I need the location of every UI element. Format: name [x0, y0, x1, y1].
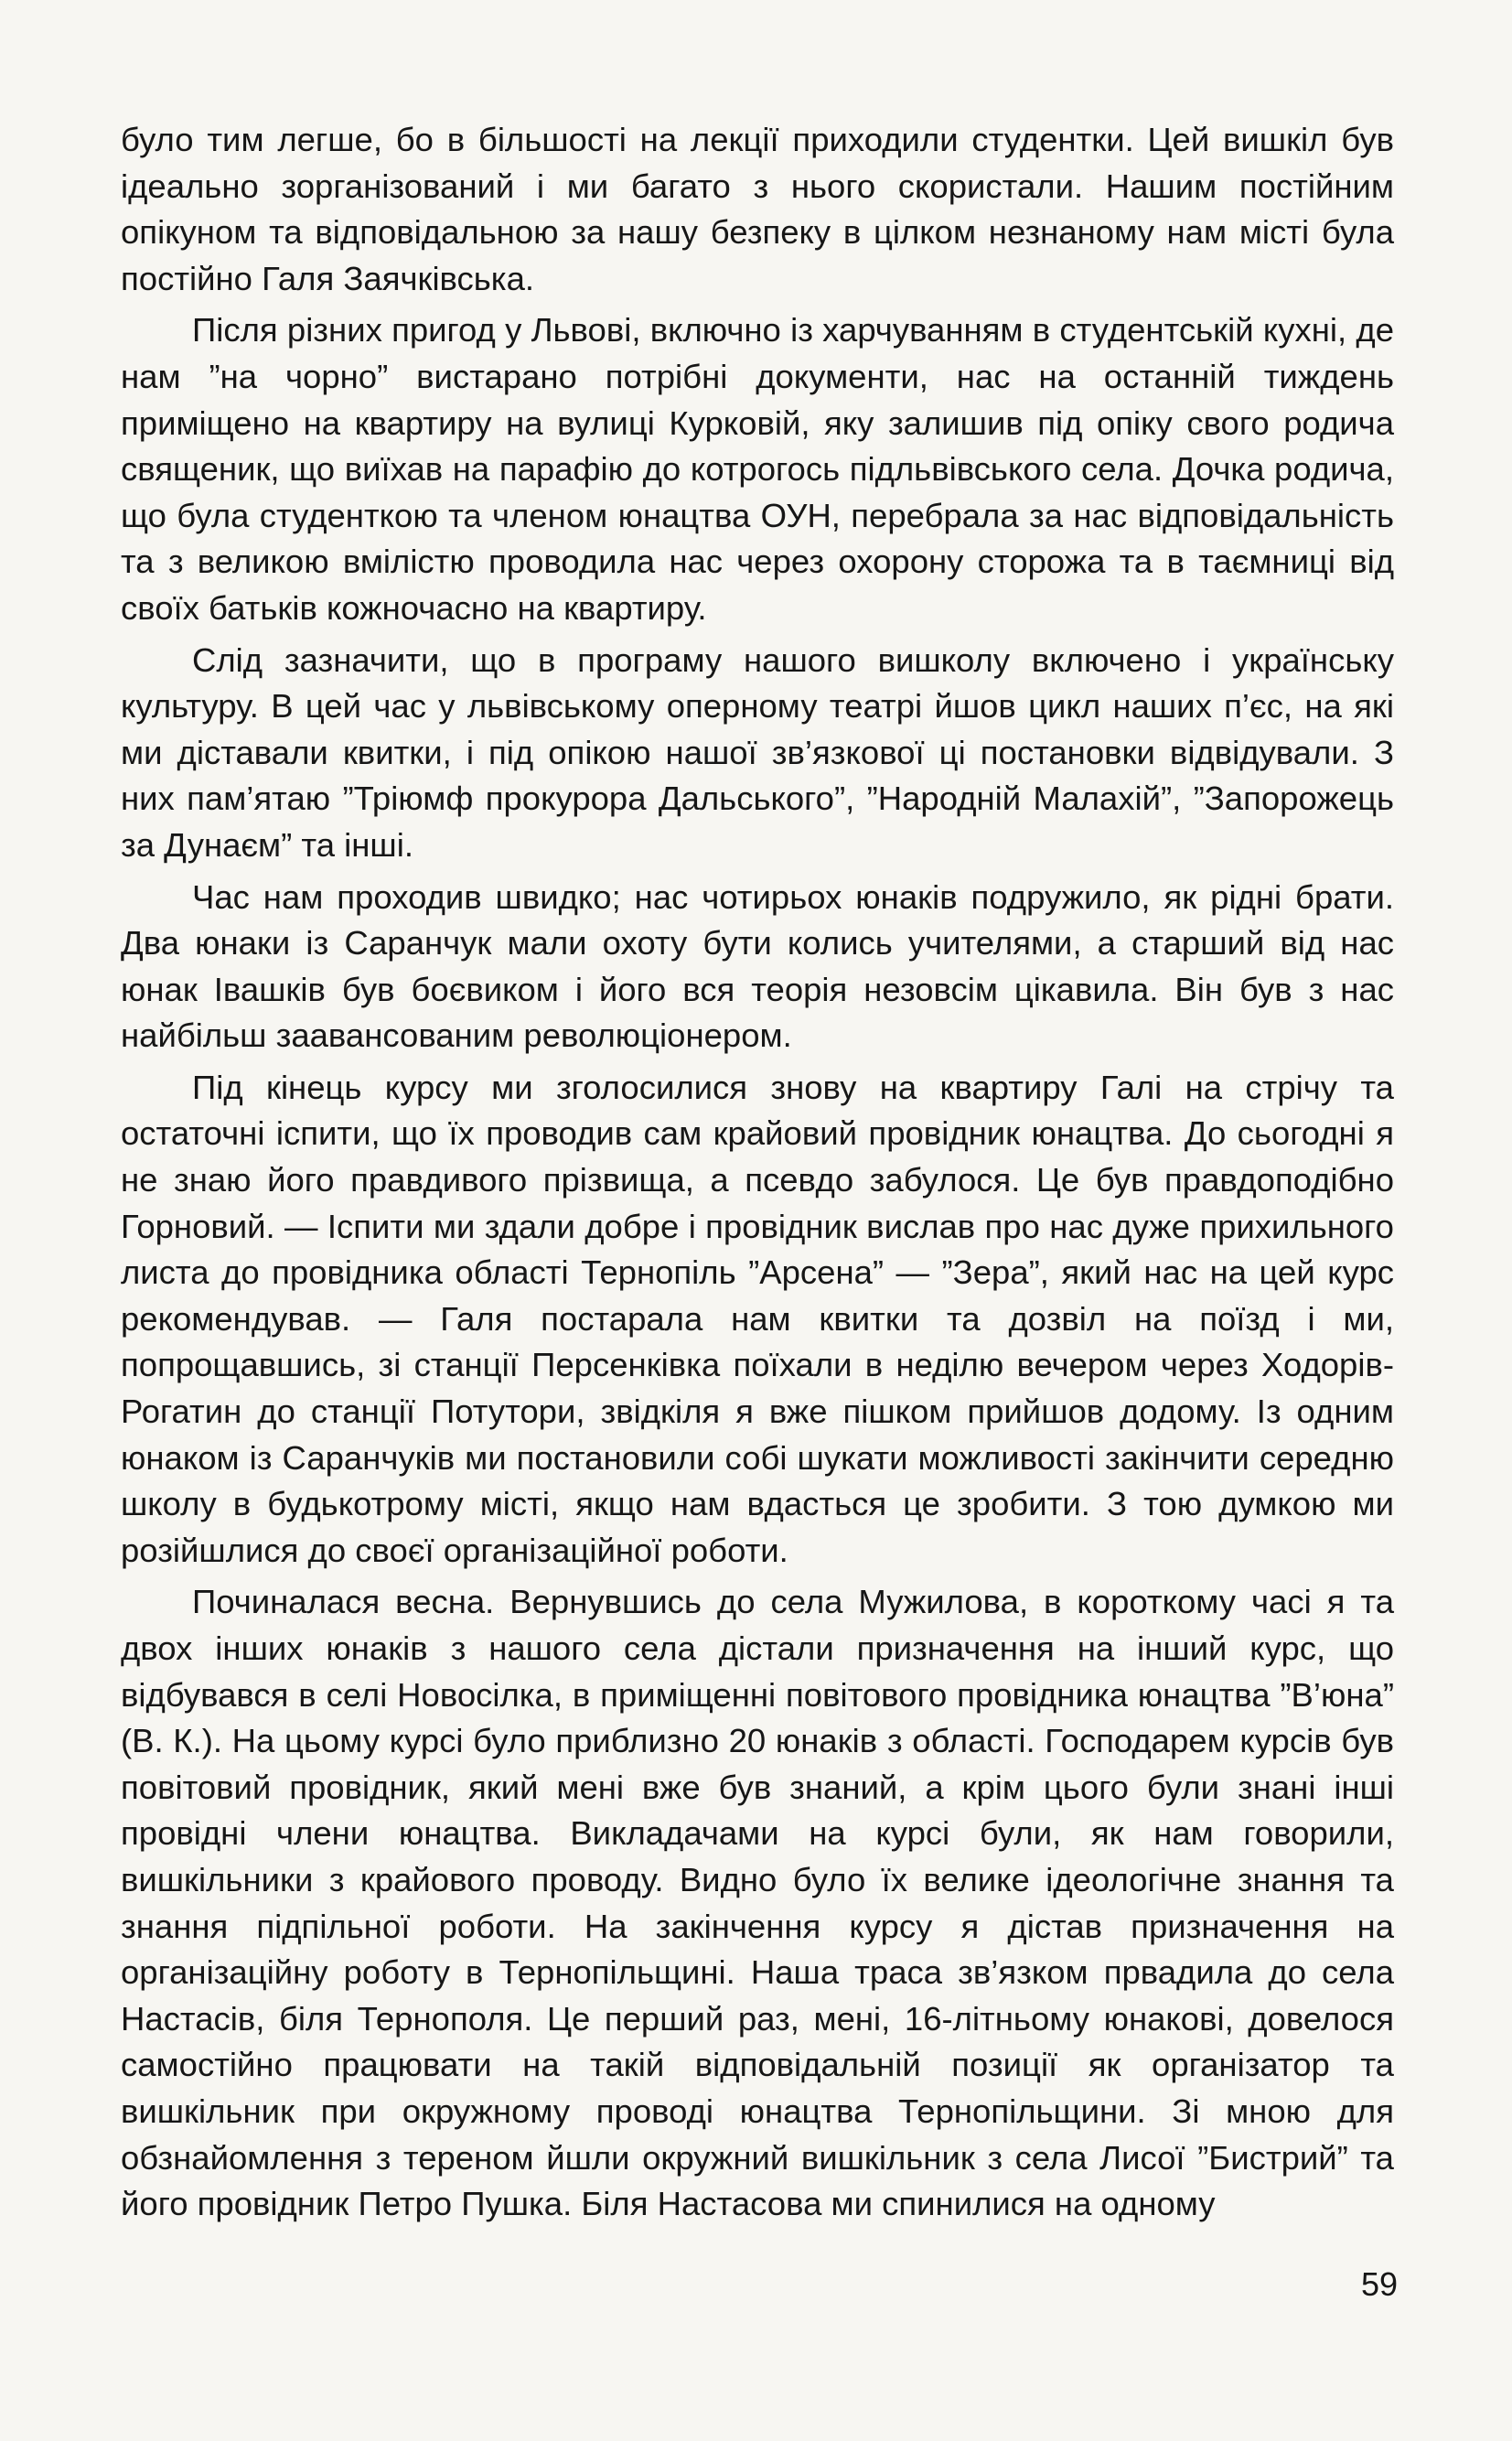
body-text — [121, 117, 1394, 2233]
paragraph: Слід зазначити, що в програму нашого вишколу включено і українську культуру. В цей час у львівському оперному театрі йшов цикл наших п’єс, на які ми діставали квитки, і під опікою нашої зв’язкової ці постановки відвідували. З них пам’ятаю ”Тріюмф прокурора Дальського”, ”Народній Малахій”, ”Запорожець за Дунаєм” та інші. — [121, 640, 1394, 864]
paragraph: Під кінець курсу ми зголосилися знову на квартиру Галі на стрічу та остаточні іспити, що їх проводив сам крайовий провідник юнацтва. До сьогодні я не знаю його правдивого прізвища, а псевдо забулося. Це був правдоподібно Горновий. — Іспити ми здали добре і провідник вислав про нас дуже прихильного листа до провідника області Тернопіль ”Арсена” — ”Зера”, який нас на цей курс рекомендував. — Галя постарала нам квитки та дозвіл на поїзд і ми, попрощавшись, зі станції Персенківка поїхали в неділю вечером через Ходорів-Рогатин до станції Потутори, звідкіля я вже пішком прийшов додому. Із одним юнаком із Саранчуків ми постановили собі шукати можливості закінчити середню школу в будькотрому місті, якщо нам вдасться це зробити. З тою думкою ми розійшлися до своєї організаційної роботи. — [121, 1068, 1394, 1569]
paragraph: було тим легше, бо в більшості на лекції приходили студентки. Цей вишкіл був ідеально зорганізований і ми багато з нього скористали. Нашим постійним опікуном та відповідальною за нашу безпеку в цілком незнаному нам місті була постійно Галя Заячківська. — [121, 121, 1394, 297]
paragraph: Починалася весна. Вернувшись до села Мужилова, в короткому часі я та двох інших юнаків з нашого села дістали призначення на інший курс, що відбувався в селі Новосілка, в приміщенні повітового провідника юнацтва ”В’юна” (В. К.). На цьому курсі було приблизно 20 юнаків з області. Господарем курсів був повітовий провідник, який мені вже був знаний, а крім цього були знані інші провідні члени юнацтва. Викладачами на курсі були, як нам говорили, вишкільники з крайового проводу. Видно було їх велике ідеологічне знання та знання підпільної роботи. На закінчення курсу я дістав призначення на організаційну роботу в Тернопільщині. Наша траса зв’язком првадила до села Настасів, біля Тернополя. Це перший раз, мені, 16-літньому юнакові, довелося самостійно працювати на такій відповідальній позиції як організатор та вишкільник при окружному проводі юнацтва Тернопільщини. Зі мною для обзнайомлення з тереном йшли окружний вишкільник з села Лисої ”Бистрий” та його провідник Петро Пушка. Біля Настасова ми спинилися на одному — [121, 1583, 1394, 2223]
paragraph: Після різних пригод у Львові, включно із харчуванням в студентській кухні, де нам ”на чорно” вистарано потрібні документи, нас на останній тиждень приміщено на квартиру на вулиці Курковій, яку залишив під опіку свого родича священик, що виїхав на парафію до котрогось підльвівського села. Дочка родича, що була студенткою та членом юнацтва ОУН, перебрала за нас відповідальність та з великою вмілістю проводила нас через охорону сторожа та в таємниці від своїх батьків кожночасно на квартиру. — [121, 311, 1394, 627]
paragraph: Час нам проходив швидко; нас чотирьох юнаків подружило, як рідні брати. Два юнаки із Саранчук мали охоту бути колись учителями, а старший від нас юнак Івашків був боєвиком і його вся теорія незовсім цікавила. Він був з нас найбільш заавансованим революціонером. — [121, 877, 1394, 1055]
page-number: 59 — [1360, 2265, 1398, 2303]
